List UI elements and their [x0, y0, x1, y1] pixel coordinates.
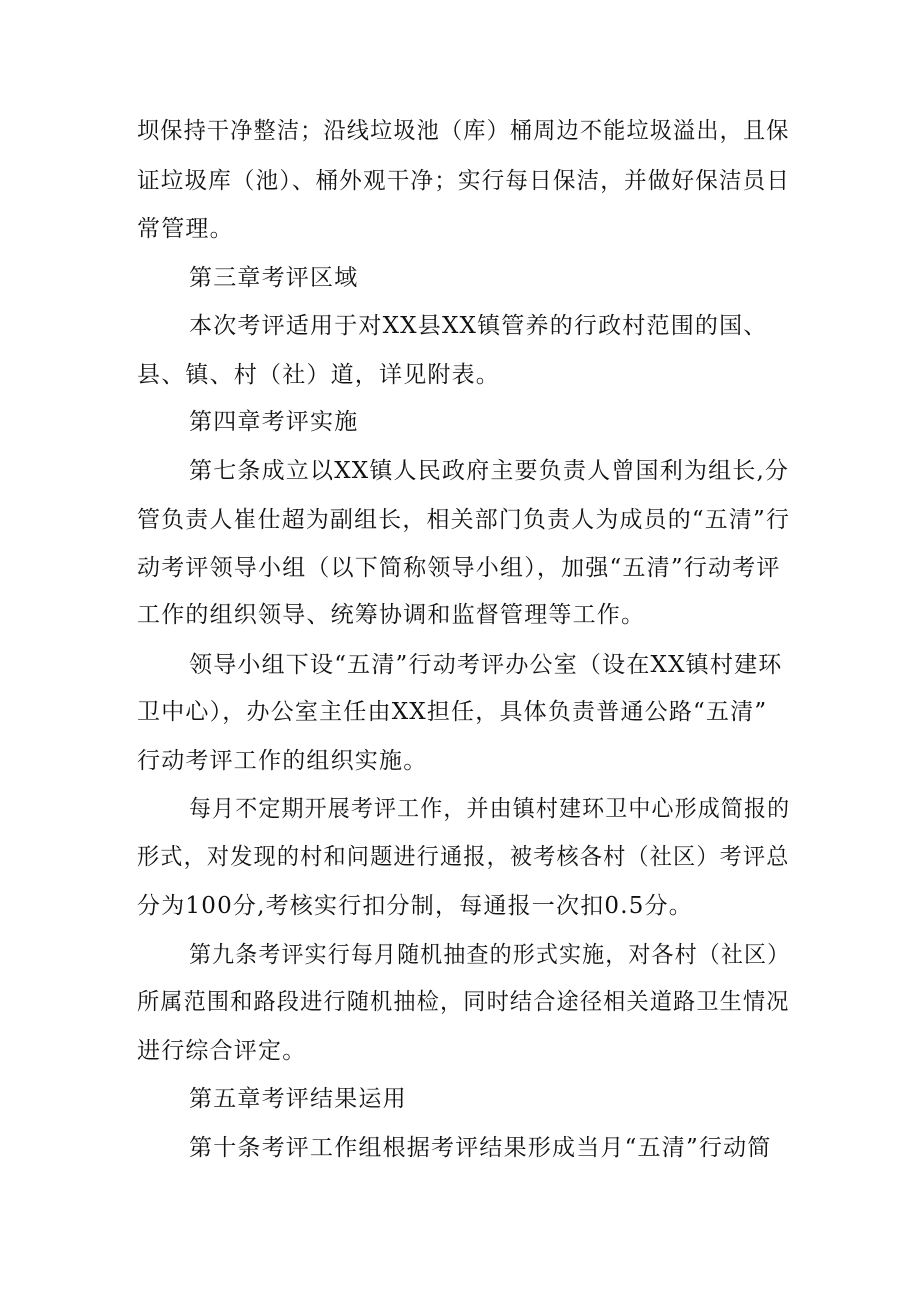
chapter-heading: 第四章考评实施: [189, 409, 359, 435]
text-line: 所属范围和路段进行随机抽检，同时结合途径相关道路卫生情况: [137, 989, 790, 1015]
text-line: 工作的组织领导、统筹协调和监督管理等工作。: [137, 602, 646, 628]
chapter-heading: 第五章考评结果运用: [189, 1086, 407, 1112]
text-line: 分为100分,考核实行扣分制，每通报一次扣0.5分。: [137, 893, 693, 919]
text-line: 常管理。: [137, 216, 234, 242]
text-line: 行动考评工作的组织实施。: [137, 748, 428, 774]
text-line: 进行综合评定。: [137, 1038, 307, 1064]
text-line: 每月不定期开展考评工作，并由镇村建环卫中心形成简报的: [189, 796, 791, 822]
text-line: 第十条考评工作组根据考评结果形成当月“五清”行动简: [189, 1135, 772, 1161]
text-line: 第七条成立以XX镇人民政府主要负责人曾国利为组长,分: [189, 458, 790, 484]
text-line: 坝保持干净整洁；沿线垃圾池（库）桶周边不能垃圾溢出，且保: [137, 118, 790, 144]
text-line: 第九条考评实行每月随机抽查的形式实施，对各村（社区）: [189, 942, 791, 968]
text-line: 证垃圾库（池）、桶外观干净；实行每日保洁，并做好保洁员日: [137, 168, 791, 194]
text-line: 管负责人崔仕超为副组长，相关部门负责人为成员的“五清”行: [137, 507, 791, 533]
text-line: 本次考评适用于对XX县XX镇管养的行政村范围的国、: [189, 313, 768, 339]
text-line: 卫中心），办公室主任由XX担任，具体负责普通公路“五清”: [137, 699, 768, 725]
text-line: 领导小组下设“五清”行动考评办公室（设在XX镇村建环: [189, 652, 783, 678]
text-line: 动考评领导小组（以下简称领导小组），加强“五清”行动考评: [137, 555, 781, 581]
text-line: 形式，对发现的村和问题进行通报，被考核各村（社区）考评总: [137, 844, 790, 870]
text-line: 县、镇、村（社）道，详见附表。: [137, 362, 500, 388]
chapter-heading: 第三章考评区域: [189, 265, 359, 291]
